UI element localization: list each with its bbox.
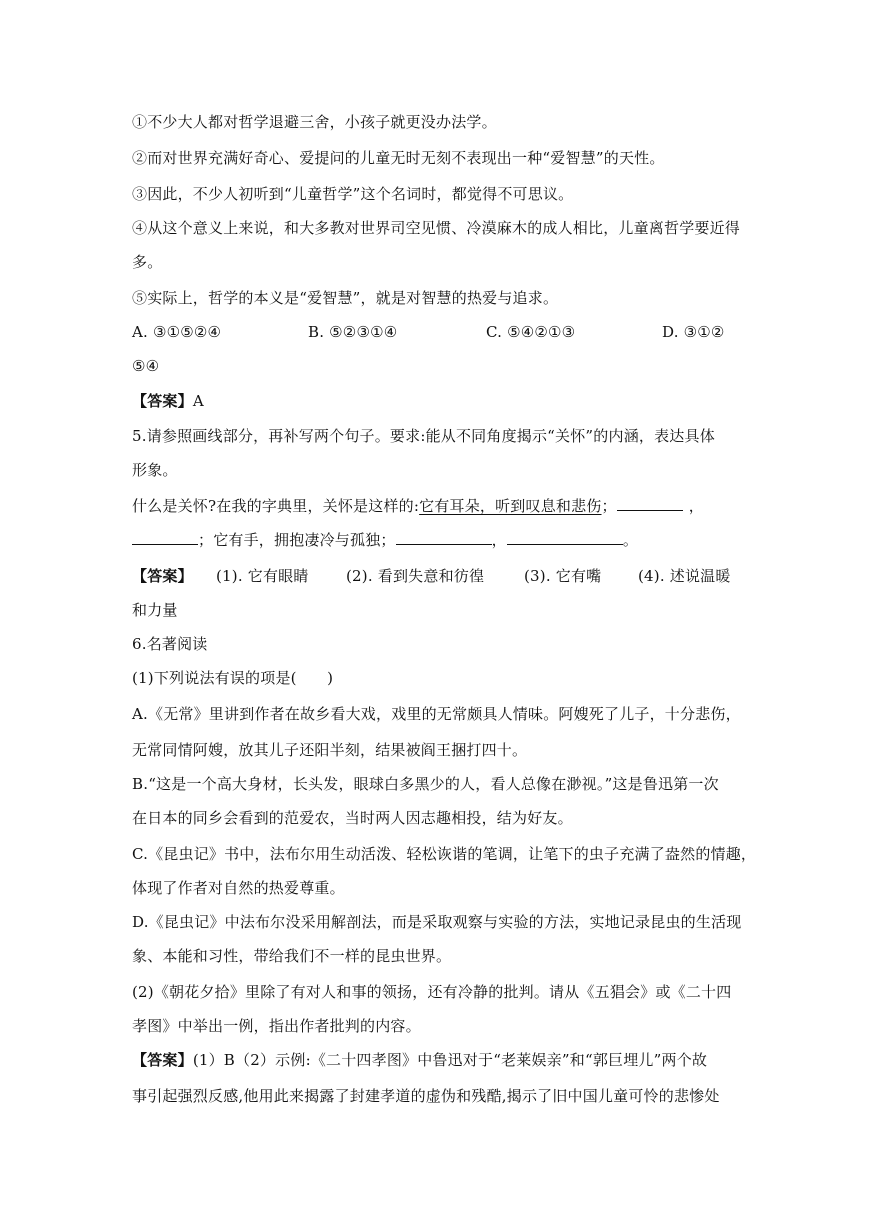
q5-stem-cont: 形象。 xyxy=(132,461,178,479)
q4-sentence-5: ⑤实际上，哲学的本义是“爱智慧”，就是对智慧的热爱与追求。 xyxy=(132,289,559,307)
q4-sentence-4: ④从这个意义上来说，和大多教对世界司空见惯、冷漠麻木的成人相比，儿童离哲学要近得 xyxy=(132,219,741,237)
q5-answer-2: (2). 看到失意和彷徨 xyxy=(346,567,485,585)
q5-blank-2[interactable] xyxy=(132,530,198,545)
q4-sentence-3: ③因此，不少人初听到“儿童哲学”这个名词时，都觉得不可思议。 xyxy=(132,185,574,203)
q5-stem: 5.请参照画线部分，再补写两个句子。要求:能从不同角度揭示“关怀”的内涵，表达具体 xyxy=(132,427,715,445)
option-d: D. ③①② xyxy=(662,323,725,341)
q5-body-line-2 xyxy=(132,530,742,550)
q6-option-d: D.《昆虫记》中法布尔没采用解剖法，而是采取观察与实验的方法，实地记录昆虫的生活现 xyxy=(132,913,742,931)
q6-option-c-cont: 体现了作者对自然的热爱尊重。 xyxy=(132,879,345,897)
q5-answer-4: (4). 述说温暖 xyxy=(638,567,731,585)
q5-blank-4[interactable] xyxy=(507,530,623,545)
q6-answer-text: (1）B（2）示例:《二十四孝图》中鲁迅对于“老莱娱亲”和“郭巨埋儿”两个故 xyxy=(192,1051,708,1069)
q5-semicolon: ； xyxy=(601,497,617,515)
q5-answer-3: (3). 它有嘴 xyxy=(524,567,602,585)
q5-body-prefix: 什么是关怀?在我的字典里，关怀是这样的: xyxy=(132,497,420,515)
q6-sub-question-2-cont: 孝图》中举出一例，指出作者批判的内容。 xyxy=(132,1017,421,1035)
q6-answer-line-2: 事引起强烈反感,他用此来揭露了封建孝道的虚伪和残酷,揭示了旧中国儿童可怜的悲惨处 xyxy=(132,1087,720,1105)
q5-line2-end: 。 xyxy=(622,531,639,549)
option-d-cont: ⑤④ xyxy=(132,357,160,375)
q4-sentence-4-cont: 多。 xyxy=(132,253,163,271)
q6-option-a-cont: 无常同情阿嫂，放其儿子还阳半刻，结果被阎王捆打四十。 xyxy=(132,741,528,759)
q4-answer xyxy=(132,391,742,411)
option-c: C. ⑤④②①③ xyxy=(486,323,576,341)
q6-answer-line-1 xyxy=(132,1050,742,1070)
q5-answer-1: (1). 它有眼睛 xyxy=(216,567,309,585)
answer-label: 【答案】 xyxy=(132,567,193,585)
q5-line2-comma: ， xyxy=(491,531,507,549)
q5-body-line-1 xyxy=(132,496,742,516)
q6-title: 6.名著阅读 xyxy=(132,635,208,653)
answer-label: 【答案】 xyxy=(132,392,193,410)
q5-answer-4-cont: 和力量 xyxy=(132,601,178,619)
option-a: A. ③①⑤②④ xyxy=(132,323,222,341)
q6-sub-question-2: (2)《朝花夕拾》里除了有对人和事的领扬，还有冷静的批判。请从《五猖会》或《二十四 xyxy=(132,983,732,1001)
q6-option-b: B.“这是一个高大身材，长头发，眼球白多黑少的人，看人总像在渺视。”这是鲁迅第一次 xyxy=(132,775,719,793)
q5-line2-text: ；它有手，拥抱凄冷与孤独； xyxy=(198,531,396,549)
q5-underlined-example: 它有耳朵，听到叹息和悲伤 xyxy=(419,497,602,515)
q6-option-a: A.《无常》里讲到作者在故乡看大戏，戏里的无常颇具人情味。阿嫂死了儿子，十分悲伤， xyxy=(132,705,741,723)
q6-option-b-cont: 在日本的同乡会看到的范爱农，当时两人因志趣相投，结为好友。 xyxy=(132,809,573,827)
q4-sentence-2: ②而对世界充满好奇心、爱提问的儿童无时无刻不表现出一种“爱智慧”的天性。 xyxy=(132,149,665,167)
q4-sentence-1: ①不少大人都对哲学退避三舍，小孩子就更没办法学。 xyxy=(132,113,497,131)
q6-option-c: C.《昆虫记》书中，法布尔用生动活泼、轻松诙谐的笔调，让笔下的虫子充满了盎然的情趣， xyxy=(132,845,757,863)
q5-blank-3[interactable] xyxy=(396,530,492,545)
q6-option-d-cont: 象、本能和习性，带给我们不一样的昆虫世界。 xyxy=(132,947,452,965)
answer-value: A xyxy=(192,392,204,410)
q5-comma: ， xyxy=(688,497,704,515)
q5-blank-1[interactable] xyxy=(617,496,683,511)
answer-label: 【答案】 xyxy=(132,1051,193,1069)
q6-sub-question-1: (1)下列说法有误的项是( ) xyxy=(132,669,334,687)
option-b: B. ⑤②③①④ xyxy=(308,323,398,341)
